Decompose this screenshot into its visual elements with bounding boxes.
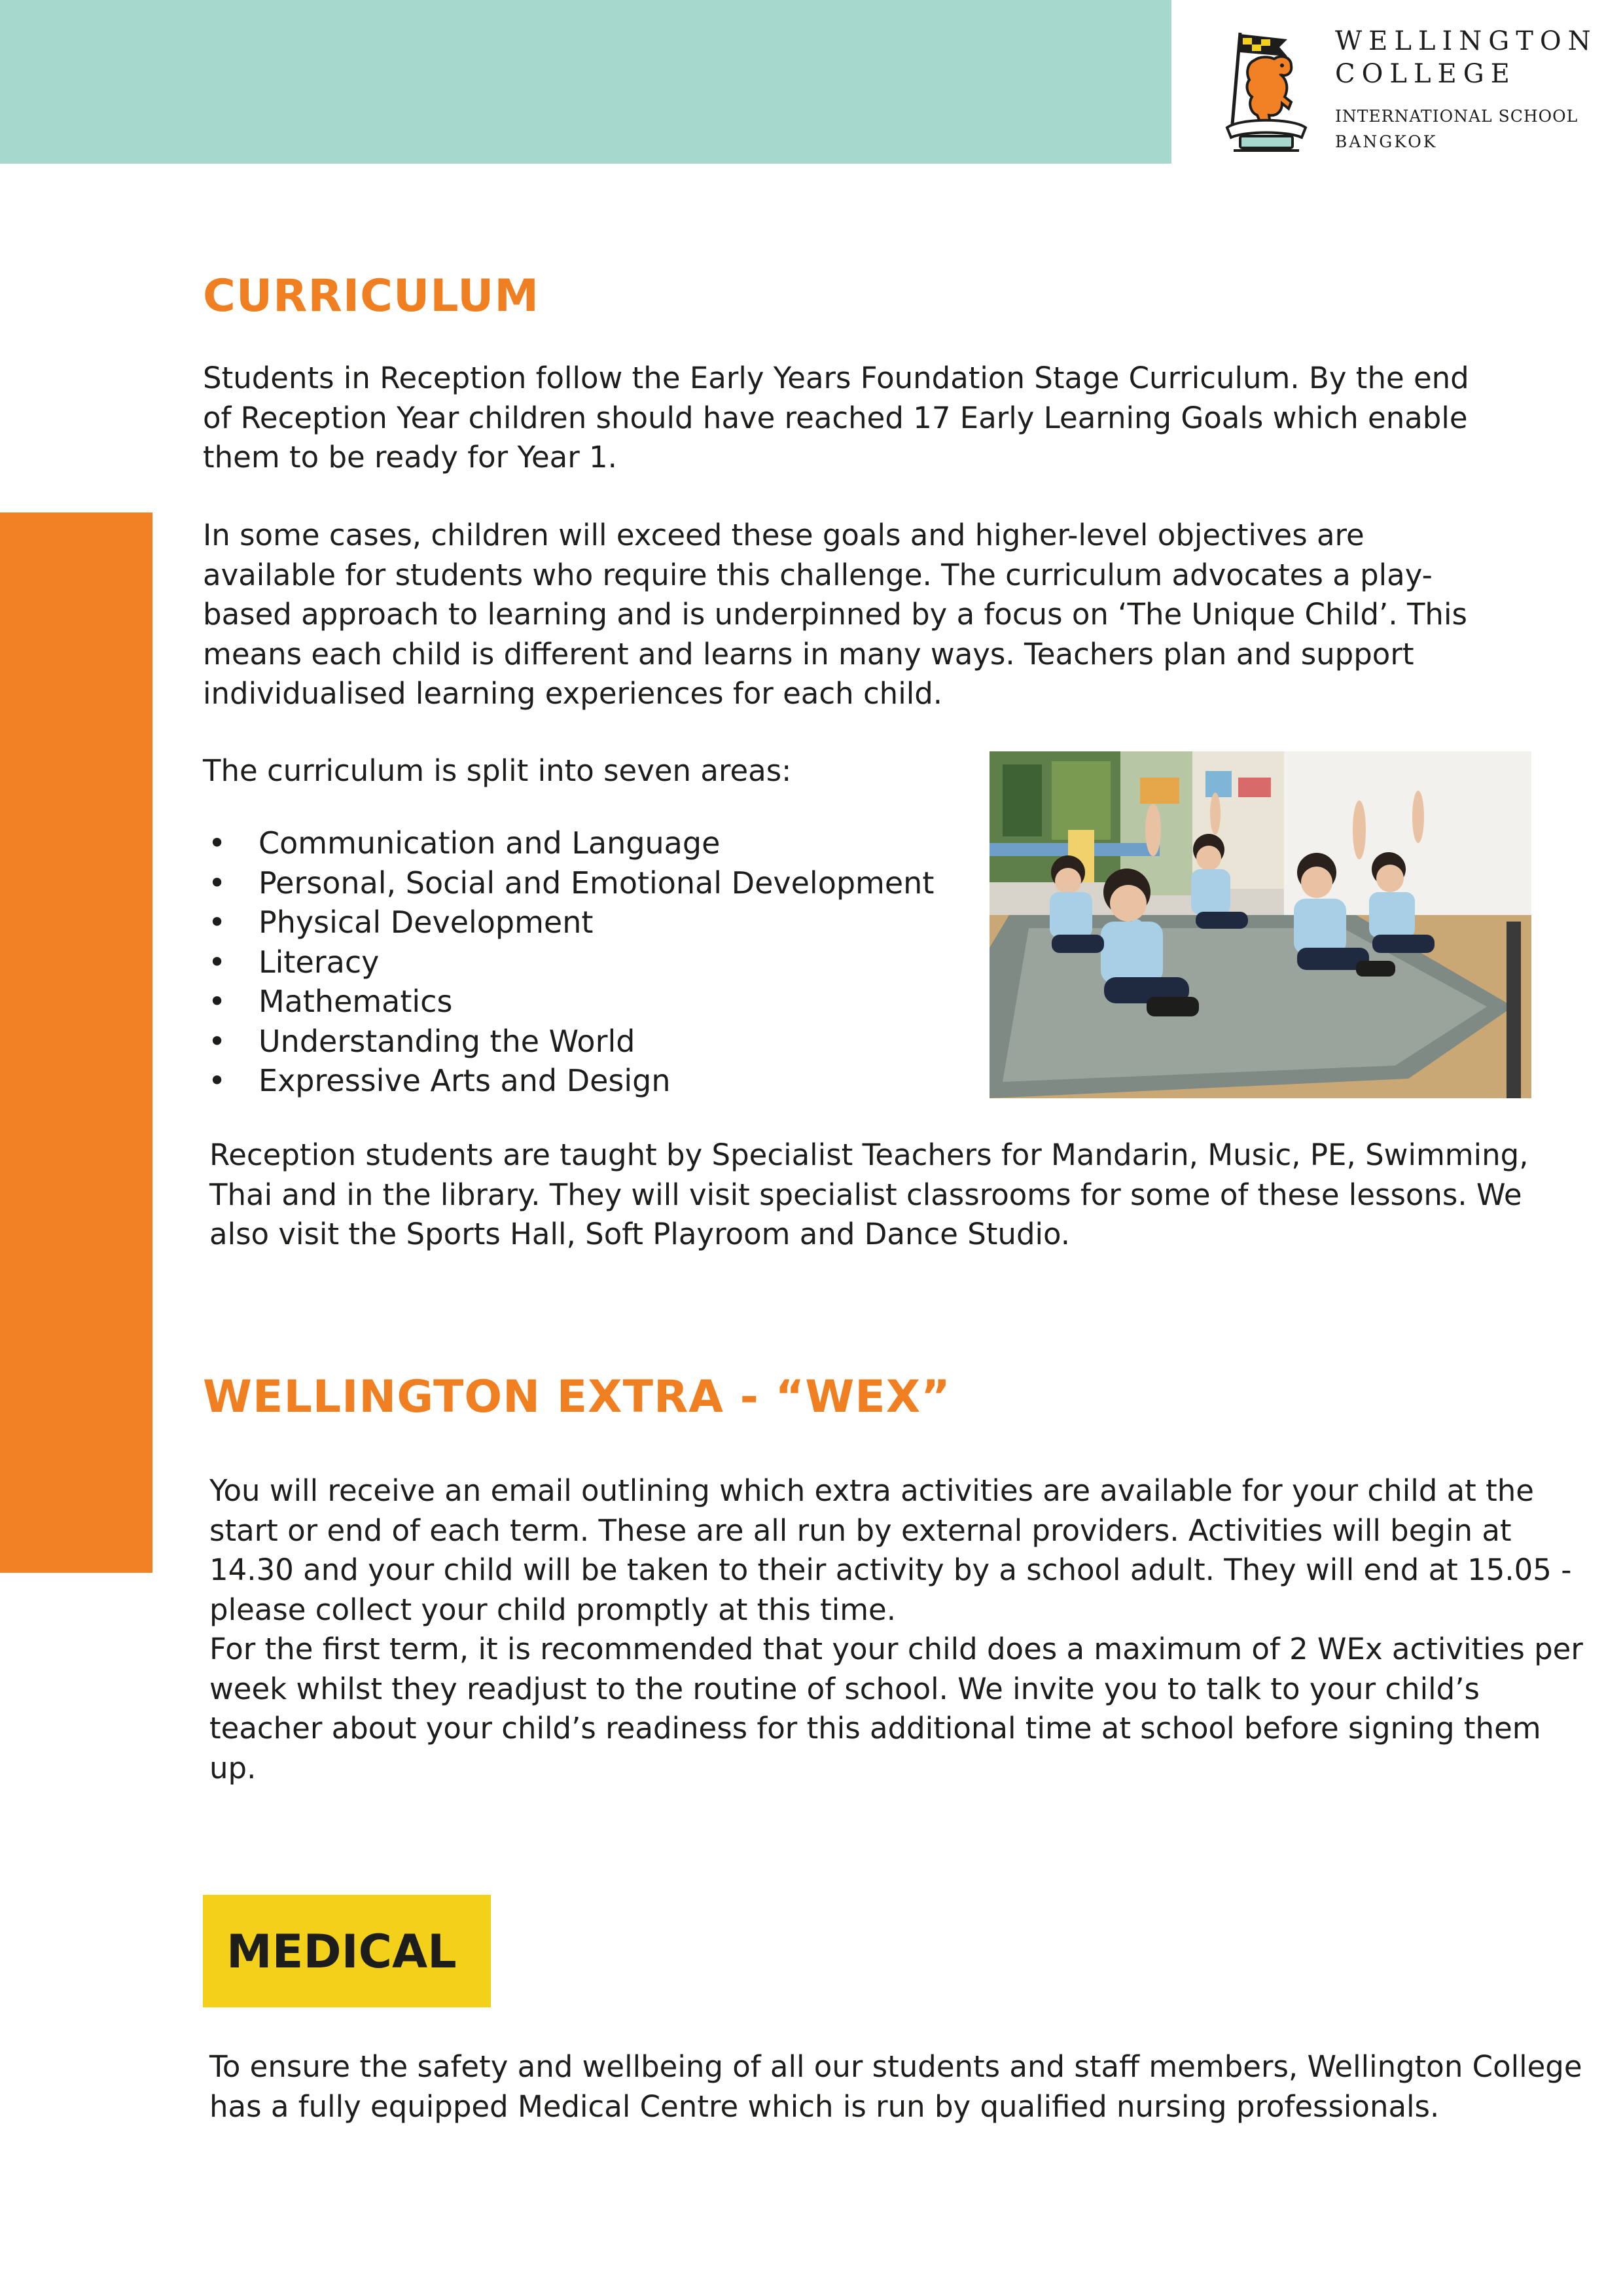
- logo-subtitle-line-1: INTERNATIONAL SCHOOL: [1335, 107, 1578, 126]
- list-item: • Mathematics: [203, 982, 934, 1022]
- header-teal-band: [0, 0, 1171, 164]
- wex-paragraph-2: For the first term, it is recommended that your child does a maximum of 2 WEx activities per week whilst they readjust to the routine of school. We invite you to talk to your child’s teacher about your child’s readiness for this additional time at school before signing them up.: [209, 1632, 1583, 1785]
- wex-paragraph-1: You will receive an email outlining which extra activities are available for your child at the start or end of each term. These are all run by external providers. Activities will begin at 14.30 and your child will be taken to their activity by a school adult. They will end at 15.05 - please collect your child promptly at this time.: [209, 1473, 1572, 1627]
- medical-heading: MEDICAL: [226, 1925, 457, 1979]
- curriculum-paragraph-3: Reception students are taught by Specialist Teachers for Mandarin, Music, PE, Swimming, Thai and in the library. They will visit specialist classrooms for some of these lessons. We also visit the Sports Hall, Soft Playroom and Dance Studio.: [209, 1138, 1529, 1251]
- list-item: • Understanding the World: [203, 1022, 934, 1062]
- classroom-photo: [990, 751, 1531, 1098]
- curriculum-areas-intro: The curriculum is split into seven areas:: [203, 753, 792, 788]
- medical-paragraph: To ensure the safety and wellbeing of all our students and staff members, Wellington College has a fully equipped Medical Centre which is run by qualified nursing professionals.: [209, 2049, 1582, 2124]
- list-item: • Literacy: [203, 942, 934, 982]
- logo-name-line-1: WELLINGTON: [1335, 26, 1597, 56]
- list-item: • Physical Development: [203, 903, 934, 942]
- list-item: • Communication and Language: [203, 823, 934, 863]
- list-item: • Expressive Arts and Design: [203, 1061, 934, 1101]
- curriculum-heading: CURRICULUM: [203, 270, 540, 322]
- logo-name-line-2: COLLEGE: [1335, 59, 1516, 89]
- list-item: • Personal, Social and Emotional Development: [203, 863, 934, 903]
- school-crest-icon: [1214, 20, 1319, 157]
- medical-heading-box: [203, 1895, 491, 2007]
- school-logo[interactable]: [1214, 20, 1607, 157]
- wex-heading: WELLINGTON EXTRA - “WEX”: [203, 1371, 951, 1423]
- curriculum-paragraph-2: In some cases, children will exceed these goals and higher-level objectives are available for students who require this challenge. The curriculum advocates a play-based approach to learning and is underpinned by a focus on ‘The Unique Child’. This means each child is different and learns in many ways. Teachers plan and support individualised learning experiences for each child.: [203, 518, 1467, 711]
- curriculum-areas-list: [203, 823, 934, 1101]
- curriculum-paragraph-1: Students in Reception follow the Early Years Foundation Stage Curriculum. By the end of Reception Year children should have reached 17 Early Learning Goals which enable them to be ready for Year 1.: [203, 361, 1469, 475]
- logo-subtitle-line-2: BANGKOK: [1335, 132, 1438, 151]
- orange-side-accent: [0, 512, 152, 1573]
